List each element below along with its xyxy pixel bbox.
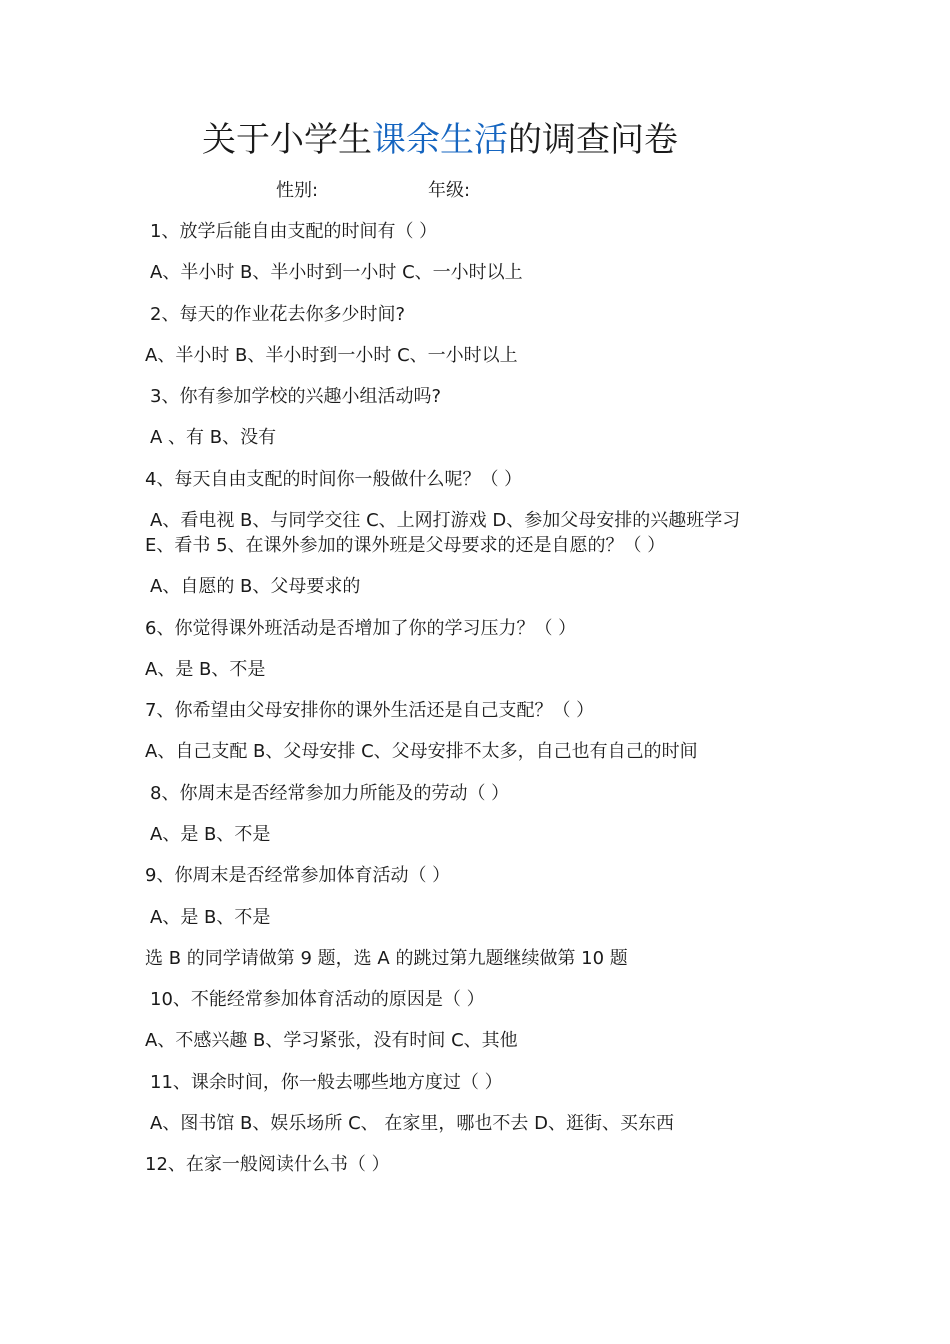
- question-11-options: A、图书馆 B、娱乐场所 C、 在家里，哪也不去 D、逛街、买东西: [150, 1113, 674, 1134]
- question-7-options: A、自己支配 B、父母安排 C、父母安排不太多，自己也有自己的时间: [145, 741, 698, 762]
- question-4-options: A、看电视 B、与同学交往 C、上网打游戏 D、参加父母安排的兴趣班学习: [150, 510, 741, 531]
- question-5-options: A、自愿的 B、父母要求的: [150, 576, 361, 597]
- question-3: 3、你有参加学校的兴趣小组活动吗?: [150, 386, 442, 407]
- question-7: 7、你希望由父母安排你的课外生活还是自己支配？（ ）: [145, 700, 595, 721]
- title-part-3: 的调查问卷: [508, 120, 678, 160]
- question-6-options: A、是 B、不是: [145, 659, 266, 680]
- question-10: 10、不能经常参加体育活动的原因是（ ）: [150, 989, 485, 1010]
- question-12: 12、在家一般阅读什么书（ ）: [145, 1154, 390, 1175]
- question-3-options: A 、有 B、没有: [150, 427, 277, 448]
- title-part-1: 关于小学生: [202, 120, 372, 160]
- question-1-options: A、半小时 B、半小时到一小时 C、一小时以上: [150, 262, 523, 283]
- question-9-options: A、是 B、不是: [150, 907, 271, 928]
- question-4-options-cont: E、看书 5、在课外参加的课外班是父母要求的还是自愿的？（ ）: [145, 535, 666, 556]
- question-4: 4、每天自由支配的时间你一般做什么呢？（ ）: [145, 469, 523, 490]
- gender-label: 性别:: [276, 180, 319, 201]
- question-10-options: A、不感兴趣 B、学习紧张，没有时间 C、其他: [145, 1030, 518, 1051]
- question-6: 6、你觉得课外班活动是否增加了你的学习压力？（ ）: [145, 618, 577, 639]
- grade-label: 年级:: [428, 180, 471, 201]
- question-1: 1、放学后能自由支配的时间有（ ）: [150, 221, 438, 242]
- question-8-options: A、是 B、不是: [150, 824, 271, 845]
- question-9: 9、你周末是否经常参加体育活动（ ）: [145, 865, 451, 886]
- question-2: 2、每天的作业花去你多少时间?: [150, 304, 406, 325]
- question-8: 8、你周末是否经常参加力所能及的劳动（ ）: [150, 783, 510, 804]
- page-title: [0, 114, 880, 166]
- title-highlight: 课余生活: [372, 120, 508, 160]
- question-2-options: A、半小时 B、半小时到一小时 C、一小时以上: [145, 345, 518, 366]
- question-11: 11、课余时间，你一般去哪些地方度过（ ）: [150, 1072, 503, 1093]
- instruction-note: 选 B 的同学请做第 9 题，选 A 的跳过第九题继续做第 10 题: [145, 948, 628, 969]
